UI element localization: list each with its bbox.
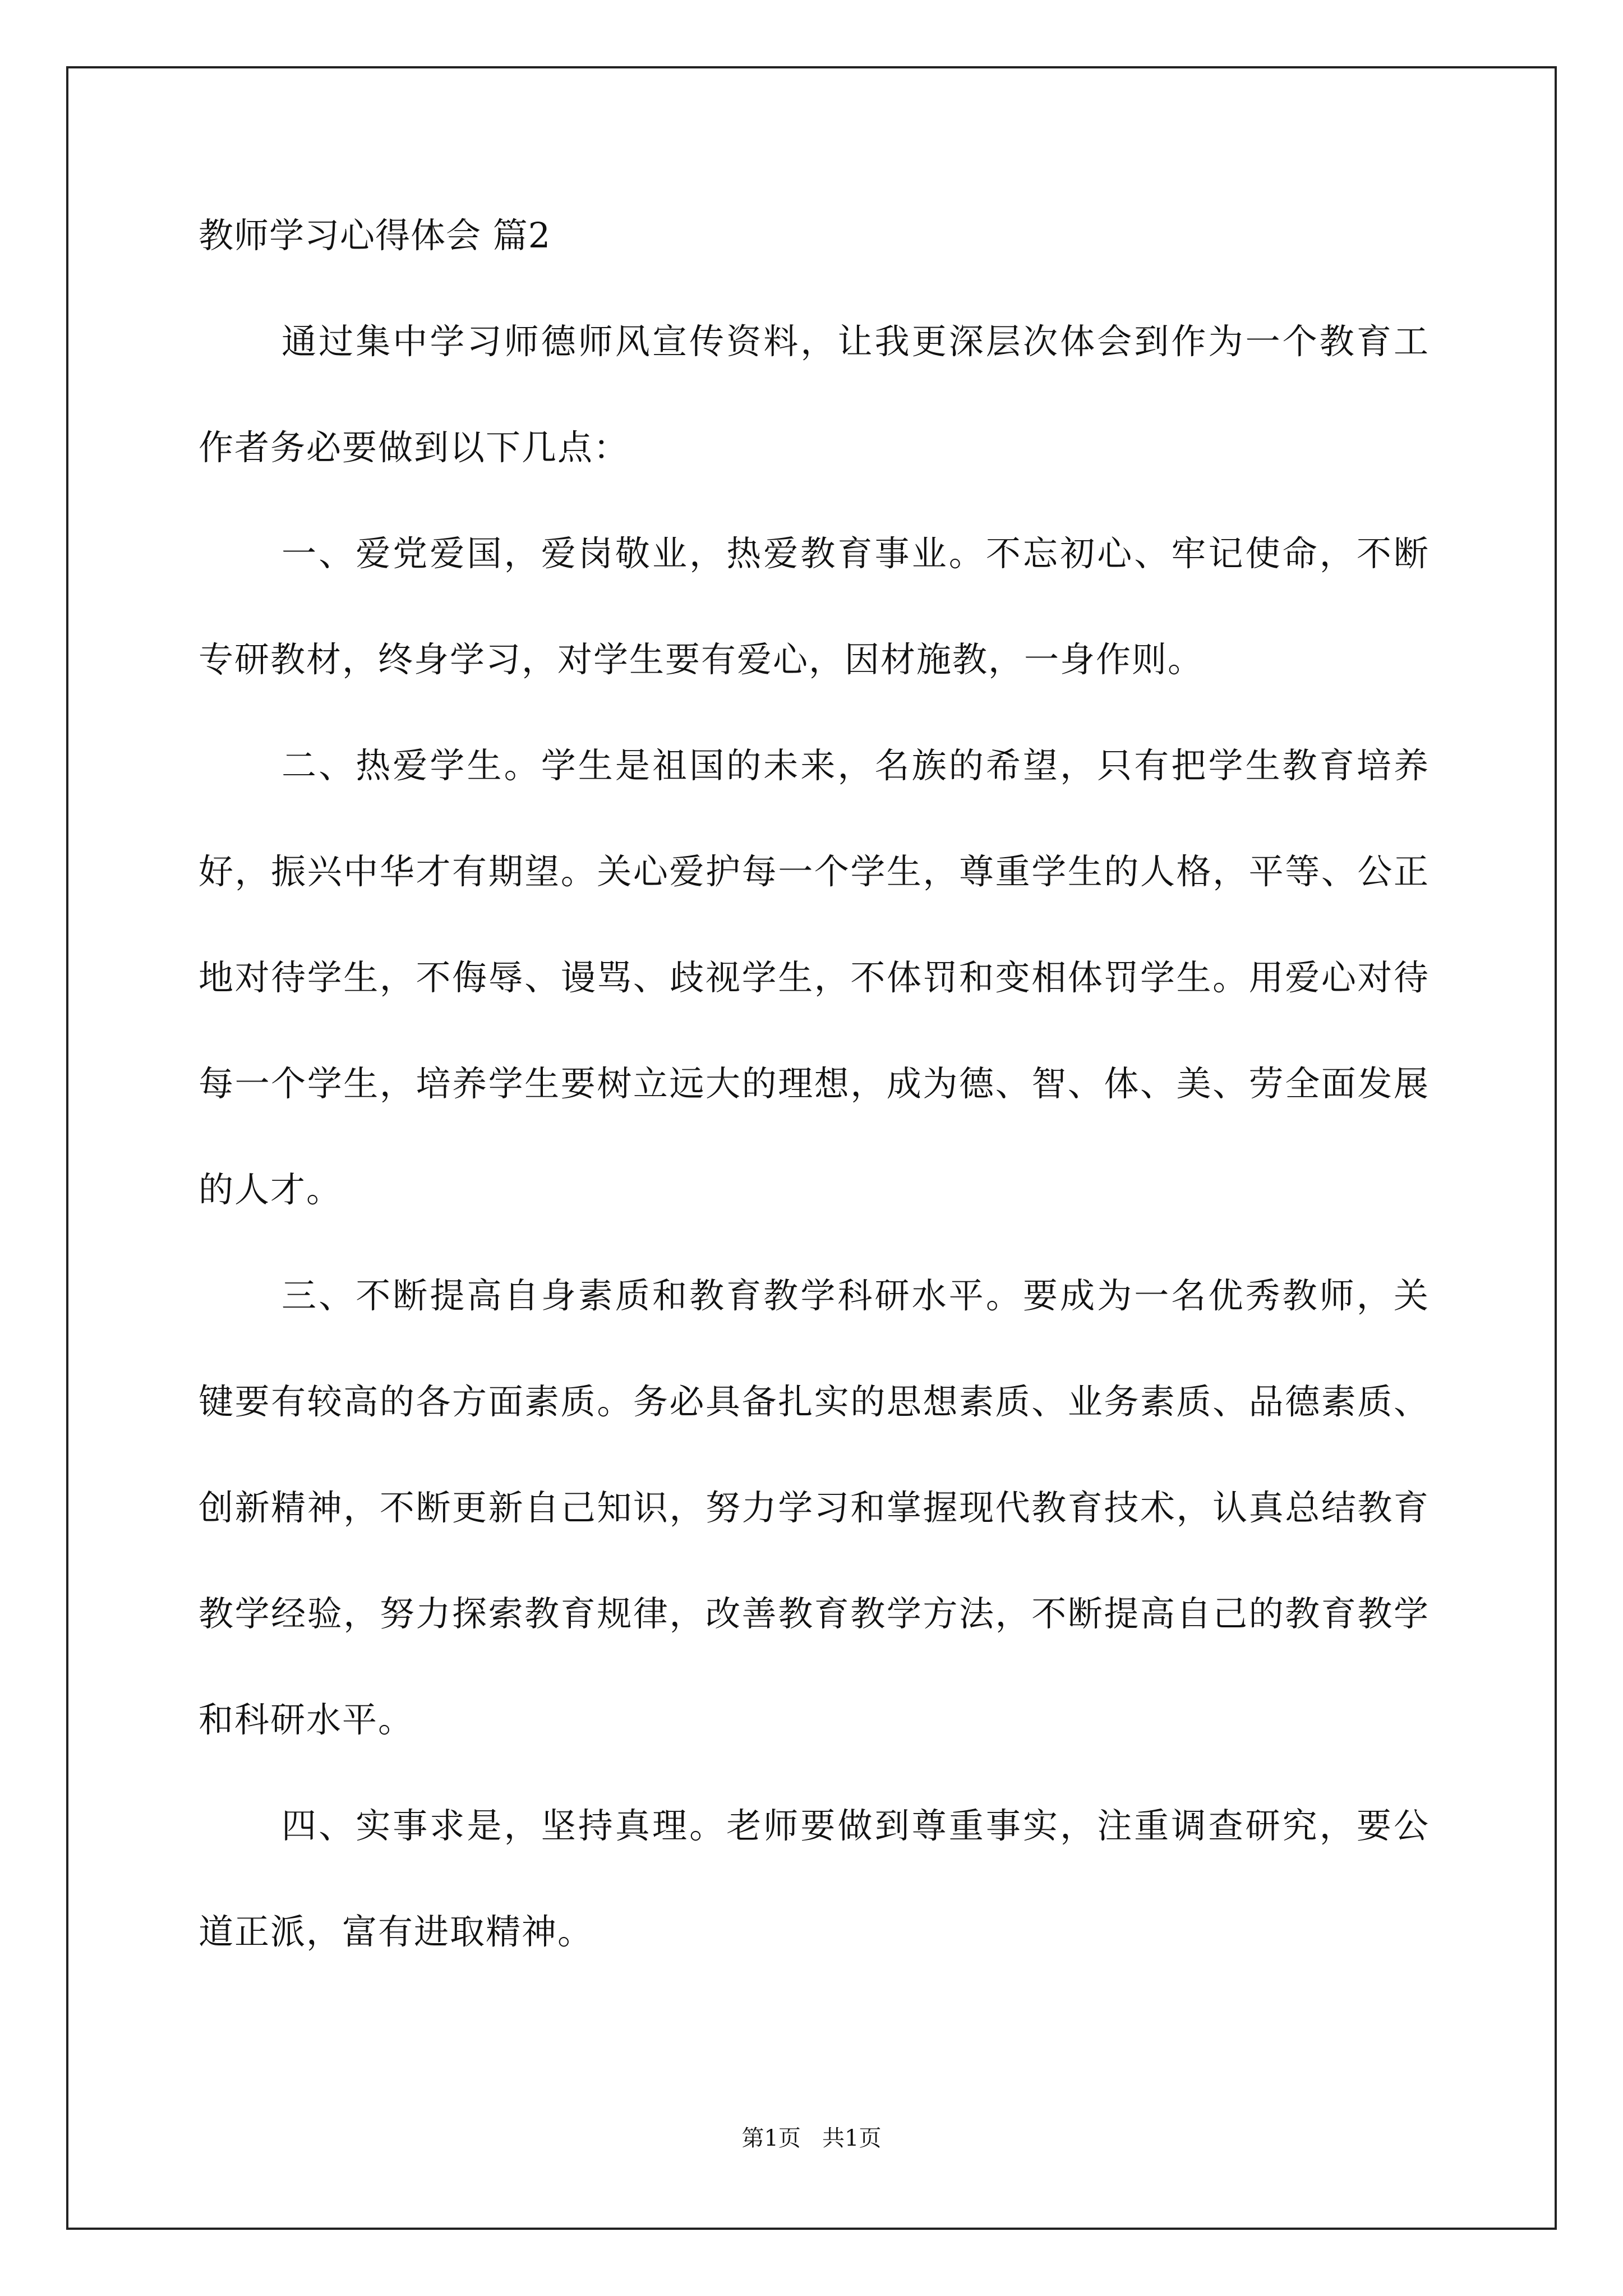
- document-body: [199, 216, 1430, 2018]
- paragraph-point-4: 四、实事求是，坚持真理。老师要做到尊重事实，注重调查研究，要公道正派，富有进取精神。: [199, 1805, 1430, 1952]
- paragraph-intro: 通过集中学习师德师风宣传资料，让我更深层次体会到作为一个教育工作者务必要做到以下几点：: [199, 321, 1430, 468]
- paragraph-point-3: 三、不断提高自身素质和教育教学科研水平。要成为一名优秀教师，关键要有较高的各方面素质。务必具备扎实的思想素质、业务素质、品德素质、创新精神，不断更新自己知识，努力学习和掌握现代教育技术，认真总结教育教学经验，努力探索教育规律，改善教育教学方法，不断提高自己的教育教学和科研水平。: [199, 1275, 1430, 1740]
- document-title: 教师学习心得体会 篇2: [199, 215, 551, 256]
- paragraph-point-2: 二、热爱学生。学生是祖国的未来，名族的希望，只有把学生教育培养好，振兴中华才有期望。关心爱护每一个学生，尊重学生的人格，平等、公正地对待学生，不侮辱、谩骂、歧视学生，不体罚和变相体罚学生。用爱心对待每一个学生，培养学生要树立远大的理想，成为德、智、体、美、劳全面发展的人才。: [199, 745, 1430, 1210]
- paragraph-point-1: 一、爱党爱国，爱岗敬业，热爱教育事业。不忘初心、牢记使命，不断专研教材，终身学习，对学生要有爱心，因材施教，一身作则。: [199, 533, 1430, 680]
- page-footer: 第1页 共1页: [741, 2125, 882, 2151]
